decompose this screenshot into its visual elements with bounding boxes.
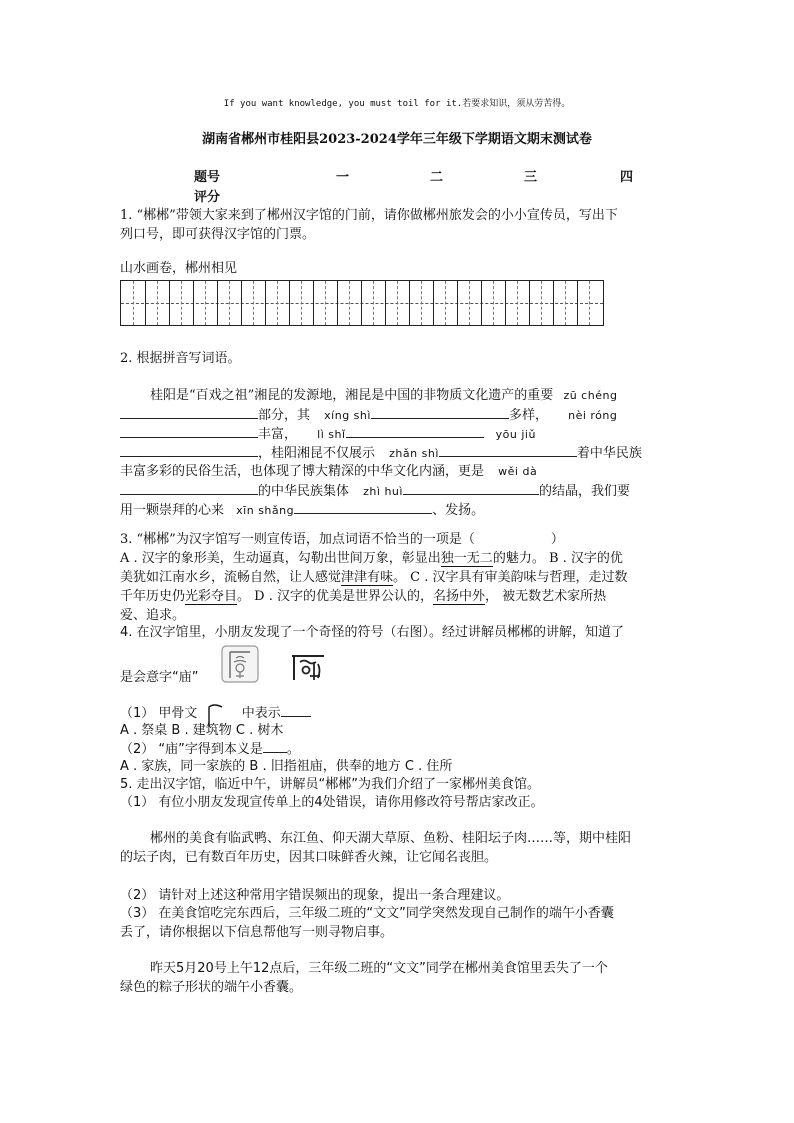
score-label: 评分 xyxy=(194,190,221,205)
pinyin-lishi: lì shǐ xyxy=(317,428,346,441)
q3-stem: 3. “郴郴”为汉字馆写一则宣传语，加点词语不恰当的一项是（ ） xyxy=(120,532,564,547)
q4-sub2-options: A . 家族，同一家族的 B . 旧指祖庙，供奉的地方 C . 住所 xyxy=(120,759,453,774)
q5-paragraph-2: 昨天5月20号上午12点后，三年级二班的“文文”同学在郴州美食馆里丢失了一个 绿色的粽子形状的端午小香囊。 xyxy=(120,961,608,995)
q5-sub1: （1） 有位小朋友发现宣传单上的4处错误，请你用修改符号帮店家改正。 xyxy=(120,795,544,810)
q2-line7: 用一颗崇拜的心来 xīn shǎng 、发扬。 xyxy=(120,500,484,520)
pinyin-neirong: nèi róng xyxy=(568,409,618,422)
q2-line2: 部分，其 xíng shì 多样， nèi róng xyxy=(120,405,617,425)
blank-weida[interactable] xyxy=(120,481,258,495)
q5-paragraph-1: 郴州的美食有临武鸭、东江鱼、仰天湖大草原、鱼粉、桂阳坛子肉……等，期中桂阳 的坛子肉，已有数百年历史，因其口味鲜香火辣，让它闻名丧胆。 xyxy=(120,831,632,865)
q4-sub2: （2） “庙”字得到本义是 。 xyxy=(120,739,300,759)
pinyin-xinshang: xīn shǎng xyxy=(236,504,295,517)
pinyin-weida: wěi dà xyxy=(498,465,538,478)
q4-sub1: （1） 甲骨文 中表示 xyxy=(120,703,311,723)
blank-xingshi[interactable] xyxy=(371,405,509,419)
pinyin-youjiu: yōu jiǔ xyxy=(495,428,536,441)
q5-sub2: （2） 请针对上述这种常用字错误频出的现象，提出一条合理建议。 xyxy=(120,888,510,903)
blank-zhanshi[interactable] xyxy=(439,443,577,457)
q2-title: 2. 根据拼音写词语。 xyxy=(120,351,241,366)
q2-line4: ，桂阳湘昆不仅展示 zhǎn shì 着中华民族 xyxy=(120,443,642,463)
pinyin-zucheng: zū chéng xyxy=(563,389,618,402)
score-row-label: 题号 xyxy=(194,170,221,185)
seal-script-miao-icon xyxy=(290,650,326,682)
q5-sub3: （3） 在美食馆吃完东西后，三年级二班的“文文”同学突然发现自己制作的端午小香囊 丢了，请你根据以下信息帮他写一则寻物启事。 xyxy=(120,906,614,940)
q2-line3: 丰富， lì shǐ yōu jiǔ xyxy=(120,424,536,444)
blank-zhihui[interactable] xyxy=(403,481,539,495)
blank-zucheng[interactable] xyxy=(120,405,258,419)
q3-option-c: 千年历史仍光彩夺目。 D . 汉字的优美是世界公认的，名扬中外， 被无数艺术家所热 xyxy=(120,589,607,604)
blank-youjiu[interactable] xyxy=(120,443,258,457)
q3-option-b: 美犹如江南水乡，流畅自然，让人感觉津津有味。 C . 汉字具有审美韵味与哲理，走过数 xyxy=(120,570,628,585)
q1-slogan: 山水画卷，郴州相见 xyxy=(120,261,238,276)
score-col-2: 二 xyxy=(430,170,444,185)
q3-option-a: A . 汉字的象形美，生动逼真，勾勒出世间万象，彰显出独一无二的魅力。 B . 汉字的优 xyxy=(120,551,623,566)
q5-title: 5. 走出汉字馆，临近中午，讲解员“郴郴”为我们介绍了一家郴州美食馆。 xyxy=(120,777,541,792)
q1-text: 1. “郴郴”带领大家来到了郴州汉字馆的门前，请你做郴州旅发会的小小宣传员，写出下 列口号，即可获得汉字馆的门票。 xyxy=(120,208,618,242)
q4-text-a: 4. 在汉字馆里，小朋友发现了一个奇怪的符号（右图）。经过讲解员郴郴的讲解，知道了 xyxy=(120,625,625,640)
pinyin-xingshi: xíng shì xyxy=(324,409,371,422)
q2-line1: 桂阳是“百戏之祖”湘昆的发源地，湘昆是中国的非物质文化遗产的重要 zū chéng xyxy=(150,388,618,403)
blank-neirong[interactable] xyxy=(120,424,258,438)
blank-lishi[interactable] xyxy=(346,424,484,438)
writing-grid[interactable] xyxy=(120,280,604,326)
q4-text-b: 是会意字“庙” xyxy=(120,670,199,685)
q3-block xyxy=(120,530,680,625)
header-motto: If you want knowledge, you must toil for it.若要求知识，须从劳苦得。 xyxy=(223,99,571,109)
page-title: 湖南省郴州市桂阳县2023-2024学年三年级下学期语文期末测试卷 xyxy=(202,132,592,147)
pinyin-zhanshi: zhǎn shì xyxy=(389,447,439,460)
score-col-1: 一 xyxy=(336,170,350,185)
oracle-seal-icon xyxy=(220,644,260,684)
score-col-3: 三 xyxy=(524,170,538,185)
blank-xinshang[interactable] xyxy=(294,500,432,514)
q4-sub1-options: A . 祭桌 B . 建筑物 C . 树木 xyxy=(120,723,284,738)
q4-sub1-blank[interactable] xyxy=(281,703,311,717)
score-col-4: 四 xyxy=(620,170,634,185)
q2-line6: 的中华民族集体 zhì huì 的结晶，我们要 xyxy=(120,481,630,501)
q4-sub2-blank[interactable] xyxy=(263,739,287,753)
pinyin-zhihui: zhì huì xyxy=(363,485,403,498)
q3-option-d: 爱、追求。 xyxy=(120,608,186,623)
q2-line5: 丰富多彩的民俗生活，也体现了博大精深的中华文化内涵，更是 wěi dà xyxy=(120,464,538,479)
